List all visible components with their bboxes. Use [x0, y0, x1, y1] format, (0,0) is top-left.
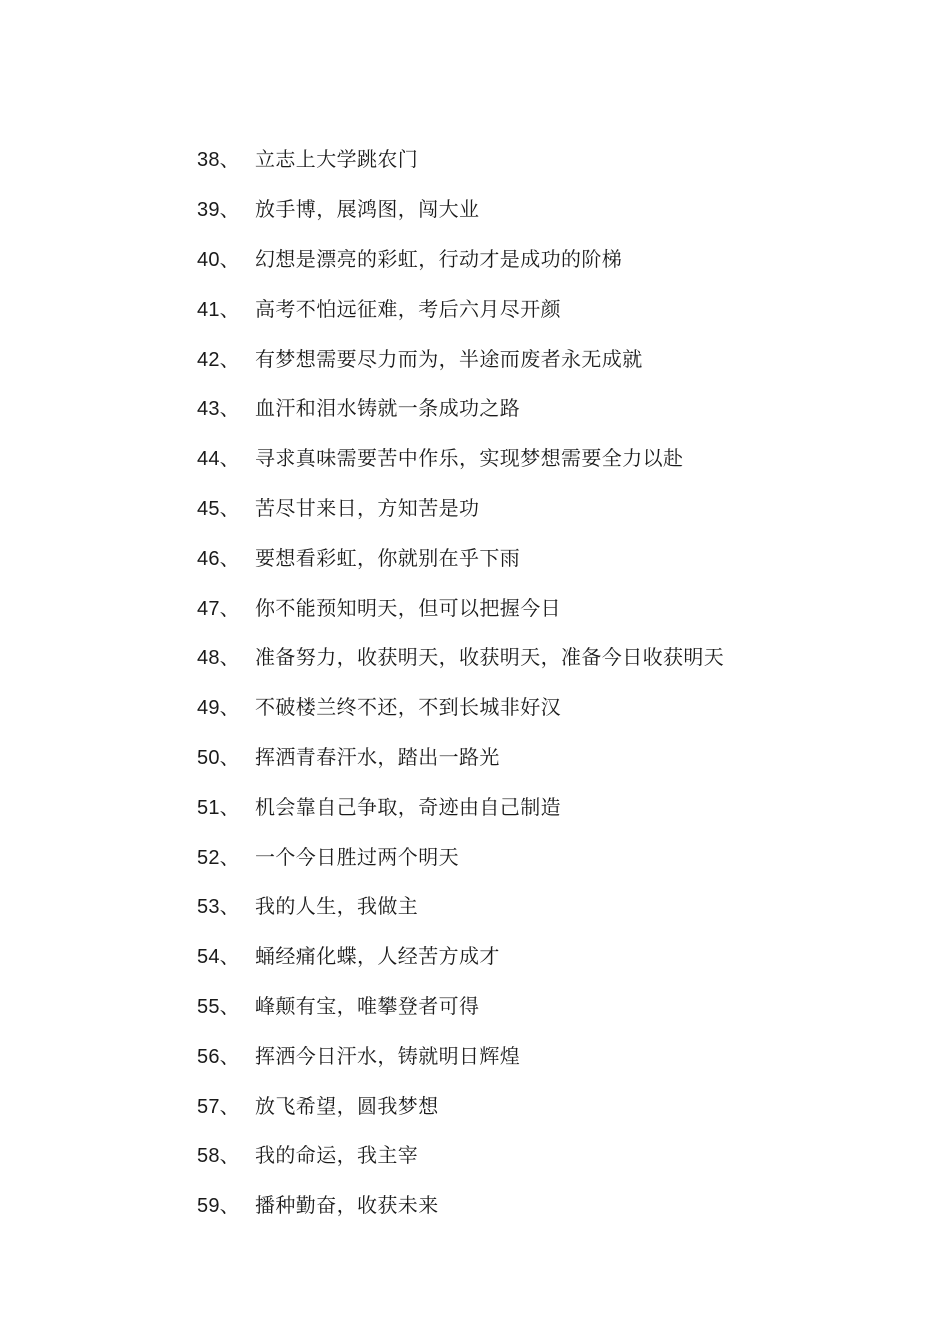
item-number: 51、 — [197, 796, 240, 819]
item-text: 挥洒青春汗水，踏出一路光 — [255, 744, 500, 769]
item-number: 39、 — [197, 199, 240, 222]
item-number: 54、 — [197, 946, 240, 969]
item-text: 血汗和泪水铸就一条成功之路 — [255, 396, 521, 421]
item-number: 50、 — [197, 746, 240, 769]
list-item — [197, 531, 724, 581]
item-number: 55、 — [197, 995, 240, 1018]
list-item — [197, 1129, 724, 1179]
slogan-list — [197, 133, 724, 1229]
item-text: 一个今日胜过两个明天 — [255, 844, 459, 869]
list-item — [197, 930, 724, 980]
list-item — [197, 233, 724, 283]
item-text: 准备努力，收获明天，收获明天，准备今日收获明天 — [255, 645, 725, 670]
list-item — [197, 581, 724, 631]
item-text: 我的命运，我主宰 — [255, 1143, 419, 1168]
item-text: 我的人生，我做主 — [255, 894, 419, 919]
list-item — [197, 1079, 724, 1129]
list-item — [197, 880, 724, 930]
item-number: 40、 — [197, 248, 240, 271]
item-number: 46、 — [197, 547, 240, 570]
item-number: 58、 — [197, 1145, 240, 1168]
list-item — [197, 382, 724, 432]
item-text: 立志上大学跳农门 — [255, 147, 419, 172]
item-text: 放飞希望，圆我梦想 — [255, 1093, 439, 1118]
item-text: 播种勤奋，收获未来 — [255, 1193, 439, 1218]
item-text: 挥洒今日汗水，铸就明日辉煌 — [255, 1043, 521, 1068]
item-text: 要想看彩虹，你就别在乎下雨 — [255, 545, 521, 570]
item-number: 48、 — [197, 647, 240, 670]
item-text: 你不能预知明天，但可以把握今日 — [255, 595, 561, 620]
item-number: 56、 — [197, 1045, 240, 1068]
item-text: 高考不怕远征难，考后六月尽开颜 — [255, 296, 561, 321]
list-item — [197, 183, 724, 233]
list-item — [197, 681, 724, 731]
list-item — [197, 482, 724, 532]
list-item — [197, 133, 724, 183]
item-number: 47、 — [197, 597, 240, 620]
list-item — [197, 980, 724, 1030]
item-text: 放手博，展鸿图，闯大业 — [255, 197, 480, 222]
item-number: 49、 — [197, 697, 240, 720]
list-item — [197, 830, 724, 880]
item-number: 52、 — [197, 846, 240, 869]
item-text: 不破楼兰终不还，不到长城非好汉 — [255, 695, 561, 720]
item-text: 寻求真味需要苦中作乐，实现梦想需要全力以赴 — [255, 446, 684, 471]
item-number: 43、 — [197, 398, 240, 421]
list-item — [197, 780, 724, 830]
list-item — [197, 731, 724, 781]
item-number: 59、 — [197, 1195, 240, 1218]
item-number: 57、 — [197, 1095, 240, 1118]
list-item — [197, 282, 724, 332]
item-text: 有梦想需要尽力而为，半途而废者永无成就 — [255, 346, 643, 371]
list-item — [197, 432, 724, 482]
item-number: 53、 — [197, 896, 240, 919]
item-text: 机会靠自己争取，奇迹由自己制造 — [255, 794, 561, 819]
item-number: 44、 — [197, 448, 240, 471]
list-item — [197, 631, 724, 681]
item-number: 45、 — [197, 497, 240, 520]
item-text: 苦尽甘来日，方知苦是功 — [255, 495, 480, 520]
list-item — [197, 1179, 724, 1229]
list-item — [197, 332, 724, 382]
item-number: 42、 — [197, 348, 240, 371]
item-text: 蛹经痛化蝶，人经苦方成才 — [255, 944, 500, 969]
item-number: 38、 — [197, 149, 240, 172]
list-item — [197, 1029, 724, 1079]
item-text: 幻想是漂亮的彩虹，行动才是成功的阶梯 — [255, 246, 623, 271]
item-number: 41、 — [197, 298, 240, 321]
item-text: 峰颠有宝，唯攀登者可得 — [255, 993, 480, 1018]
